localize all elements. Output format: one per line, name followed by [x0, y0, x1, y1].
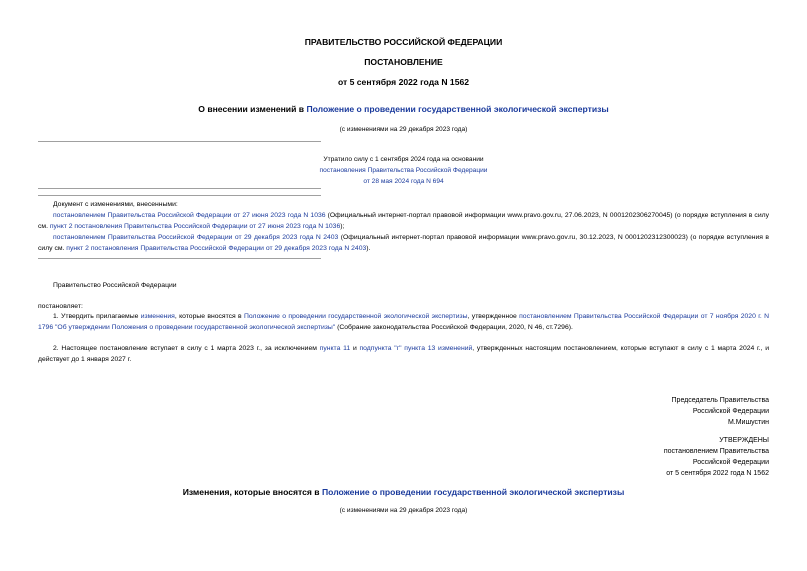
p1-text-d: (Собрание законодательства Российской Федерации, 2020, N 46, ст.7296). [335, 324, 573, 331]
paragraph-2 [38, 343, 769, 365]
approved-label: УТВЕРЖДЕНЫ [719, 437, 769, 444]
p2-text-a: 2. Настоящее постановление вступает в силу с 1 марта 2023 г., за исключением [53, 345, 320, 352]
expired-block [0, 154, 807, 187]
divider [38, 195, 321, 196]
amendment-1-end: ); [340, 223, 345, 230]
paragraph-1 [38, 311, 769, 333]
p1-text-c: , утвержденное [467, 313, 520, 320]
org-heading: ПРАВИТЕЛЬСТВО РОССИЙСКОЙ ФЕДЕРАЦИИ [304, 37, 503, 47]
signature-name: М.Мишустин [727, 419, 769, 426]
signature-position: Председатель Правительства [671, 397, 769, 404]
approved-country: Российской Федерации [692, 459, 769, 466]
divider [38, 258, 321, 259]
p1-text-b: , которые вносятся в [174, 313, 245, 320]
amendment-2-end: ). [366, 245, 371, 252]
amendment-2-link-2[interactable]: пункт 2 постановления Правительства Российской Федерации от 29 декабря 2023 года N 2403 [66, 245, 367, 252]
document-title [0, 104, 807, 114]
p1-link-resolution[interactable]: постановлением Правительства Российской Федерации от 7 ноября 2020 г. N 1796 "Об утверждении Положения о проведении государственной экологической экспертизы" [38, 313, 769, 331]
p2-link-item-11[interactable]: пункта 11 [319, 345, 351, 352]
p1-text-a: 1. Утвердить прилагаемые [53, 313, 141, 320]
amendment-1-text: (Официальный интернет-портал правовой информации www.pravo.gov.ru, 27.06.2023, N 0001202306270045) (о порядке вступления в силу см. [38, 212, 769, 230]
changes-title-prefix: Изменения, которые вносятся в [182, 487, 322, 497]
doc-type-heading: ПОСТАНОВЛЕНИЕ [364, 57, 443, 67]
changes-title-link[interactable]: Положение о проведении государственной экологической экспертизы [321, 487, 625, 497]
changes-revision: (с изменениями на 29 декабря 2023 года) [339, 507, 468, 514]
amendment-2-text: (Официальный интернет-портал правовой информации www.pravo.gov.ru, 30.12.2023, N 0001202312300023) (о порядке вступления в силу см. [38, 234, 769, 252]
p2-text-b: и [350, 345, 360, 352]
p2-link-subitem[interactable]: подпункта "г" пункта 13 изменений [359, 345, 473, 352]
government-name: Правительство Российской Федерации [53, 282, 177, 289]
divider [38, 188, 321, 189]
resolves-label: постановляет: [38, 303, 83, 310]
amendments-intro: Документ с изменениями, внесенными: [53, 201, 178, 208]
signature-block [672, 395, 769, 428]
p2-text-c: , утвержденных настоящим постановлением, которые вступают в силу с 1 марта 2024 г., и действует до 1 января 2027 г. [38, 345, 770, 363]
title-link[interactable]: Положение о проведении государственной экологической экспертизы [306, 104, 609, 114]
expired-link-1[interactable]: постановления Правительства Российской Федерации [319, 167, 488, 174]
approved-by: постановлением Правительства [663, 448, 769, 455]
amendment-2-link[interactable]: постановлением Правительства Российской Федерации от 29 декабря 2023 года N 2403 [53, 234, 339, 241]
amendment-1-link[interactable]: постановлением Правительства Российской Федерации от 27 июня 2023 года N 1036 [53, 212, 326, 219]
divider [38, 141, 321, 142]
approved-date: от 5 сентября 2022 года N 1562 [666, 470, 769, 477]
expired-text: Утратило силу с 1 сентября 2024 года на основании [323, 156, 484, 163]
changes-title [0, 487, 807, 497]
approved-block [664, 435, 769, 479]
date-number: от 5 сентября 2022 года N 1562 [337, 77, 470, 87]
p1-link-changes[interactable]: изменения [140, 313, 175, 320]
revision-note: (с изменениями на 29 декабря 2023 года) [339, 126, 468, 133]
title-prefix: О внесении изменений в [198, 104, 307, 114]
amendment-1-link-2[interactable]: пункт 2 постановления Правительства Российской Федерации от 27 июня 2023 года N 1036 [49, 223, 341, 230]
amendment-1 [38, 210, 769, 232]
amendment-2 [38, 232, 769, 254]
signature-country: Российской Федерации [692, 408, 769, 415]
expired-link-2[interactable]: от 28 мая 2024 года N 694 [363, 178, 444, 185]
p1-link-regulation[interactable]: Положение о проведении государственной экологической экспертизы [244, 313, 468, 320]
